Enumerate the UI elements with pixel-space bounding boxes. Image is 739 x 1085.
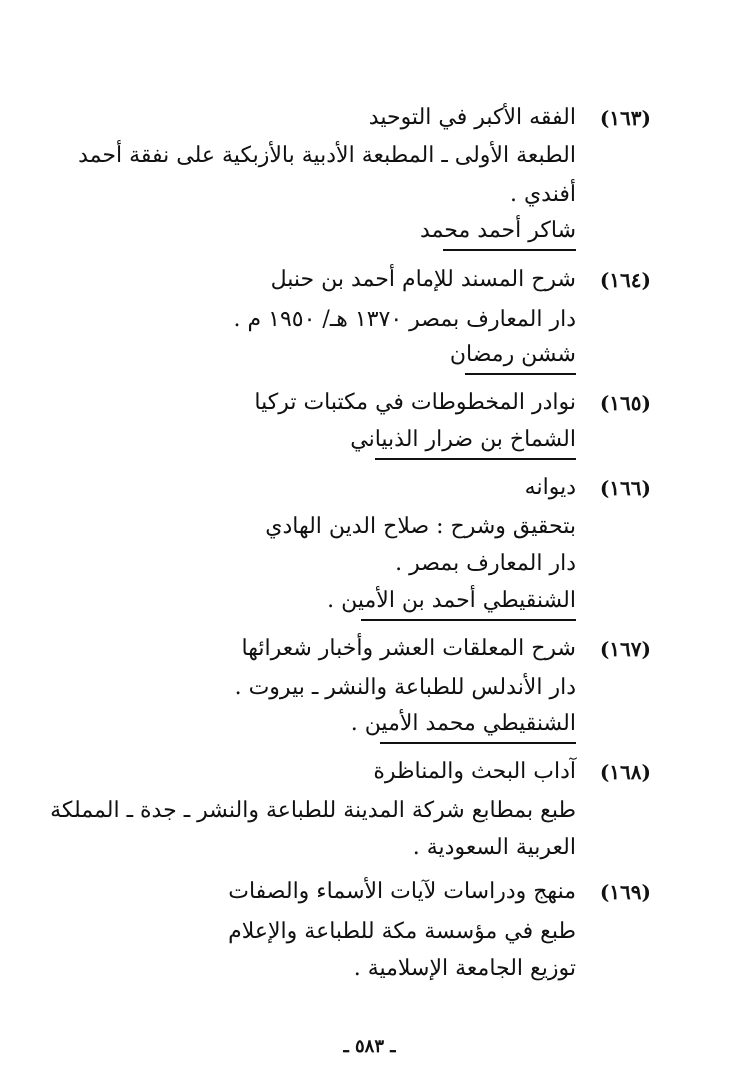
author-heading: شاكر أحمد محمد	[420, 218, 576, 243]
entry-title: نوادر المخطوطات في مكتبات تركيا	[254, 390, 576, 415]
entry-detail: توزيع الجامعة الإسلامية .	[353, 956, 576, 981]
entry-title: آداب البحث والمناظرة	[373, 759, 576, 784]
entry-number: (١٦٤)	[599, 268, 651, 292]
entry-title: ديوانه	[524, 475, 576, 500]
author-underline	[361, 619, 576, 621]
author-heading: الشنقيطي محمد الأمين .	[350, 711, 576, 736]
entry-number: (١٦٨)	[599, 760, 651, 784]
entry-detail: طبع في مؤسسة مكة للطباعة والإعلام	[228, 919, 576, 944]
entry-title: منهج ودراسات لآيات الأسماء والصفات	[228, 879, 576, 904]
entry-detail: دار الأندلس للطباعة والنشر ـ بيروت .	[234, 675, 576, 700]
entry-title: شرح المسند للإمام أحمد بن حنبل	[270, 267, 576, 292]
author-underline	[375, 458, 576, 460]
author-underline	[380, 742, 576, 744]
author-heading: الشنقيطي أحمد بن الأمين .	[327, 588, 576, 613]
entry-number: (١٦٩)	[599, 880, 651, 904]
author-underline	[443, 249, 576, 251]
entry-detail: بتحقيق وشرح : صلاح الدين الهادي	[265, 514, 576, 539]
entry-detail: طبع بمطابع شركة المدينة للطباعة والنشر ـ جدة ـ المملكة	[50, 798, 576, 823]
entry-title: الفقه الأكبر في التوحيد	[368, 105, 576, 130]
entry-detail: دار المعارف بمصر .	[395, 551, 576, 576]
entry-detail: دار المعارف بمصر ١٣٧٠ هـ/ ١٩٥٠ م .	[233, 307, 576, 332]
entry-number: (١٦٥)	[599, 391, 651, 415]
entry-title: شرح المعلقات العشر وأخبار شعرائها	[241, 636, 576, 661]
entry-number: (١٦٧)	[599, 637, 651, 661]
entry-detail: أفندي .	[509, 182, 576, 207]
entry-number: (١٦٣)	[599, 106, 651, 130]
author-underline	[465, 373, 576, 375]
author-heading: ششن رمضان	[449, 342, 576, 367]
entry-number: (١٦٦)	[599, 476, 651, 500]
author-heading: الشماخ بن ضرار الذبياني	[350, 427, 576, 452]
entry-detail: الطبعة الأولى ـ المطبعة الأدبية بالأزبكية على نفقة أحمد	[78, 143, 576, 168]
entry-detail: العربية السعودية .	[412, 835, 576, 860]
page-number: ـ ٥٨٣ ـ	[343, 1036, 396, 1057]
